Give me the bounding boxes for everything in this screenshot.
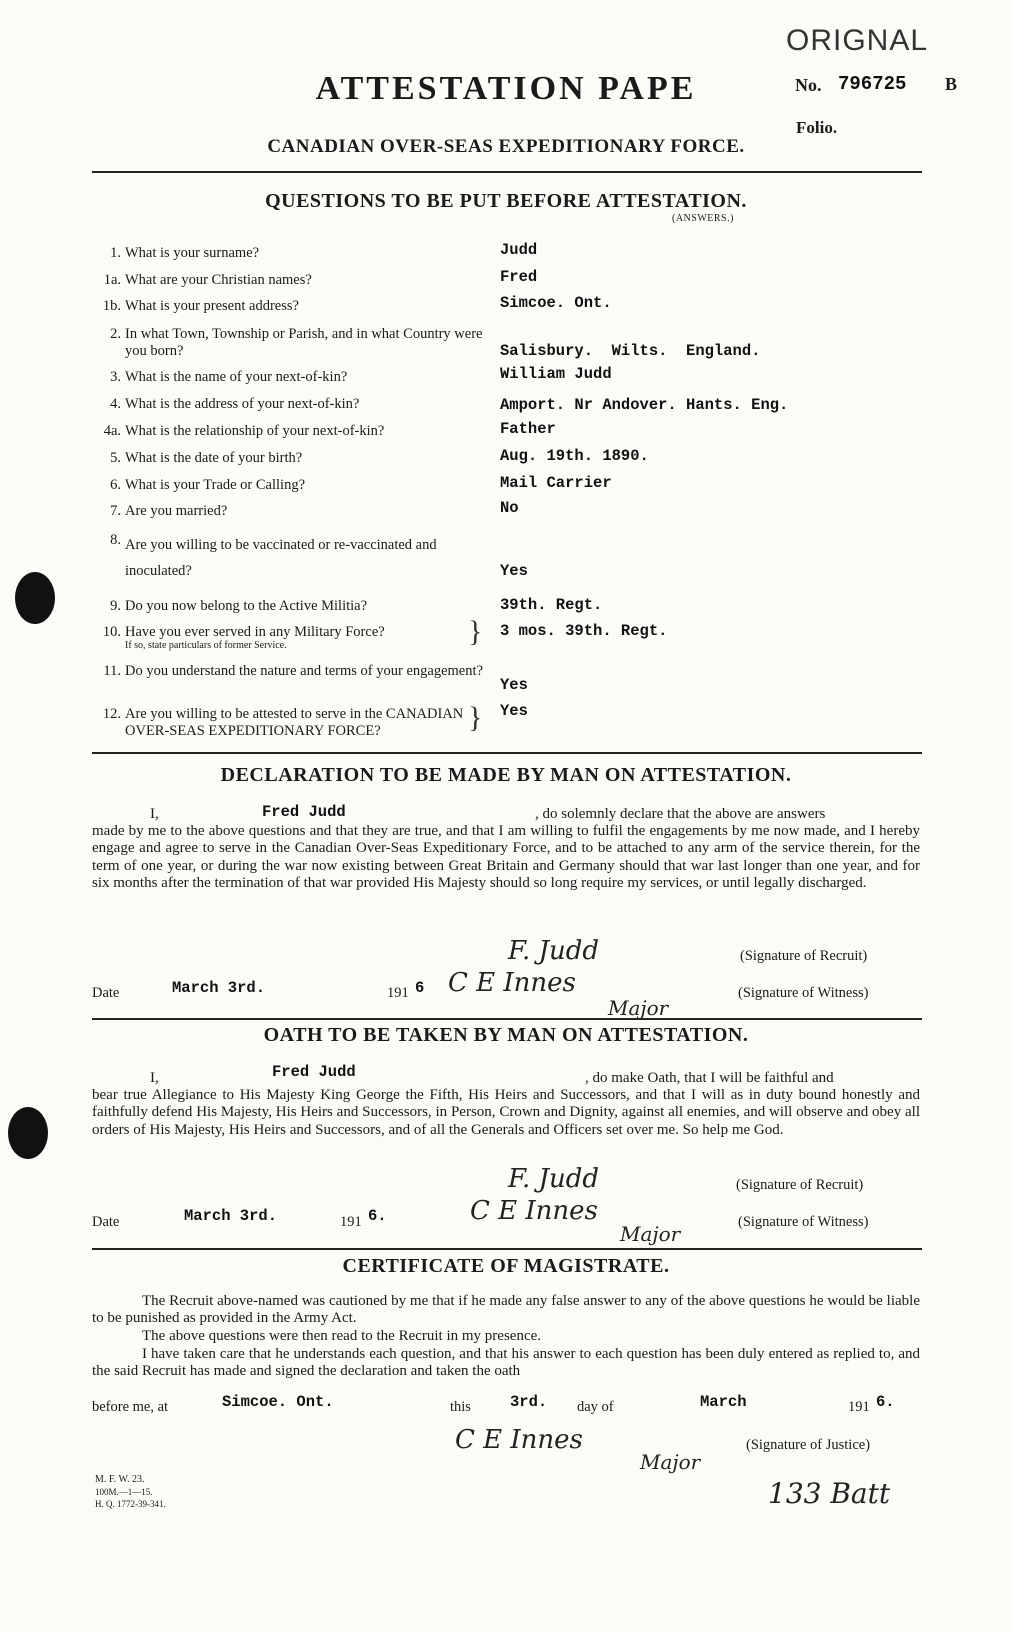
oath-witness-label: (Signature of Witness)	[738, 1214, 869, 1230]
magistrate-day: 3rd.	[510, 1393, 548, 1411]
battalion-note: 133 Batt	[768, 1477, 891, 1510]
declaration-name: Fred Judd	[262, 803, 346, 821]
declaration-witness-label: (Signature of Witness)	[738, 985, 869, 1001]
attestation-page: ORIGNAL ATTESTATION PAPE No. 796725 B Folio. CANADIAN OVER-SEAS EXPEDITIONARY FORCE. QUESTIONS TO BE PUT BEFORE ATTESTATION. (ANSWERS.) 1. What is your surname? Judd 1a. What are your Christian names? Fred 1b. What is your present address? Simcoe. Ont. 2. In what Town, Township or Parish, and in what Country were you born? Salisbury. Wilts. England. 3. What is the name of your next-of-kin? William Judd 4. What is the address of your next-of-kin? Amport. Nr Andover. Hants. Eng. 4a. What is the relationship of your next-of-kin? Father 5. What is the date of your birth? Aug. 19th. 1890. 6. What is your Trade or Calling? Mail Carrier 7. Are you married? No 8. Are you willing to be vaccinated or re-vaccinated and inoculated? Yes 9. Do you now belong to the Active Militia? 39th. Regt. 10. Have you ever served in any Military Force? If so, state particulars of former Service. } 3 mos. 39th. Regt. 11. Do you understand the nature and terms of your engagement? Yes 12. Are you willing to be attested to serve in the CANADIAN OVER-SEAS EXPEDITIONARY FORCE? } Yes DECLARATION TO BE MADE BY MAN ON ATTESTATION. I, Fred Judd , do solemnly declare that the above are answers made by me to the above questions and that they are true, and that I am willing to fulfil the engagements by me now made, and I hereby engage and agree to serve in the Canadian Over-Seas Expeditionary Force, and to be attached to any arm of the service therein, for the term of one year, or during the war now existing between Great Britain and Germany should that war last longer than one year, and for six months after the termination of that war provided His Majesty should so long require my services, or until legally discharged. F. Judd (Signature of Recruit) Date March 3rd. 191 6 C E Innes Major (Signature of Witness) OATH TO BE TAKEN BY MAN ON ATTESTATION. I, Fred Judd , do make Oath, that I will be faithful and bear true Allegiance to His Majesty King George the Fifth, His Heirs and Successors, and that I will as in duty bound honestly and faithfully defend His Majesty, His Heirs and Successors, in Person, Crown and Dignity, against all enemies, and will observe and obey all orders of His Majesty, His Heirs and Successors, and of all the Generals and Officers set over me. So help me God. F. Judd (Signature of Recruit) Date March 3rd. 191 6. C E Innes Major (Signature of Witness) CERTIFICATE OF MAGISTRATE. The Recruit above-named was cautioned by me that if he made any false answer to any of the above questions he would be liable to be punished as provided in the Army Act. The above questions were then read to the Recruit in my presence. I have taken care that he understands each question, and that his answer to each question has been duly entered as replied to, and the said Recruit has made and signed the declaration and taken the oath before me, at Simcoe. Ont. this 3rd. day of March 191 6. C E Innes Major (Signature of Justice) 133 Batt M. F. W. 23. 100M.—1—15. H. Q. 1772-39-341.	[0, 0, 1012, 1632]
magistrate-p2: The above questions were then read to the Recruit in my presence.	[142, 1328, 542, 1344]
magistrate-year-prefix: 191	[848, 1399, 870, 1415]
answers-label: (ANSWERS.)	[672, 213, 734, 224]
number-suffix: B	[945, 74, 958, 94]
answer-1b: Simcoe. Ont.	[500, 294, 612, 312]
oath-year-suffix: 6.	[368, 1207, 387, 1225]
declaration-first-line: , do solemnly declare that the above are answers	[535, 806, 826, 822]
oath-date-label: Date	[92, 1214, 120, 1230]
declaration-lead: I,	[150, 806, 159, 822]
magistrate-year-suffix: 6.	[876, 1393, 895, 1411]
magistrate-justice-signature: C E Innes	[455, 1425, 583, 1455]
declaration-date-label: Date	[92, 985, 120, 1001]
declaration-body: made by me to the above questions and that they are true, and that I am willing to fulfil the engagements by me now made, and I hereby engage and agree to serve in the Canadian Over-Seas Expeditionary Force, and to be attached to any arm of the service therein, for the term of one year, or during the war now existing between Great Britain and Germany should that war last longer than one year, and for six months after the termination of that war provided His Majesty should so long require my services, or until legally discharged.	[92, 823, 920, 892]
oath-recruit-label: (Signature of Recruit)	[736, 1177, 864, 1193]
magistrate-justice-label: (Signature of Justice)	[746, 1437, 871, 1453]
oath-year-prefix: 191	[340, 1214, 362, 1230]
declaration-recruit-signature: F. Judd	[508, 936, 599, 966]
answer-9: 39th. Regt.	[500, 596, 603, 614]
answer-7: No	[500, 499, 519, 517]
number-label: No.	[795, 75, 822, 95]
answer-10: 3 mos. 39th. Regt.	[500, 622, 668, 640]
oath-first-line: , do make Oath, that I will be faithful and	[585, 1070, 834, 1086]
magistrate-this-label: this	[450, 1399, 471, 1415]
form-code-line2: 100M.—1—15.	[95, 1487, 153, 1497]
magistrate-justice-rank: Major	[640, 1450, 701, 1474]
magistrate-day-of-label: day of	[577, 1399, 614, 1415]
oath-lead: I,	[150, 1070, 159, 1086]
answer-1: Judd	[500, 241, 538, 259]
header-rule	[92, 171, 922, 173]
oath-rule	[92, 1248, 922, 1250]
questions-title: QUESTIONS TO BE PUT BEFORE ATTESTATION.	[265, 190, 747, 212]
declaration-title: DECLARATION TO BE MADE BY MAN ON ATTESTATION.	[220, 764, 792, 786]
answer-2: Salisbury. Wilts. England.	[500, 342, 761, 360]
magistrate-p1: The Recruit above-named was cautioned by me that if he made any false answer to any of the above questions he would be liable to be punished as provided in the Army Act.	[92, 1293, 920, 1327]
answer-5: Aug. 19th. 1890.	[500, 447, 649, 465]
answer-11: Yes	[500, 676, 528, 694]
page-title: ATTESTATION PAPE	[315, 70, 697, 107]
declaration-date-value: March 3rd.	[172, 979, 266, 997]
magistrate-place: Simcoe. Ont.	[222, 1393, 334, 1411]
regimental-number: 796725	[838, 73, 907, 95]
question-10-brace: }	[468, 615, 483, 648]
answer-8: Yes	[500, 562, 528, 580]
declaration-witness-rank: Major	[608, 996, 669, 1020]
answer-1a: Fred	[500, 268, 538, 286]
question-12-brace: }	[468, 701, 483, 734]
declaration-year-suffix: 6	[415, 979, 425, 997]
declaration-year-prefix: 191	[387, 985, 409, 1001]
form-code-line3: H. Q. 1772-39-341.	[95, 1499, 166, 1509]
oath-recruit-signature: F. Judd	[508, 1164, 599, 1194]
declaration-recruit-label: (Signature of Recruit)	[740, 948, 868, 964]
magistrate-month: March	[700, 1393, 747, 1411]
magistrate-title: CERTIFICATE OF MAGISTRATE.	[342, 1255, 670, 1277]
answer-4: Amport. Nr Andover. Hants. Eng.	[500, 396, 789, 414]
answer-12: Yes	[500, 702, 528, 720]
declaration-witness-signature: C E Innes	[448, 968, 576, 998]
answer-3: William Judd	[500, 365, 612, 383]
page-subtitle: CANADIAN OVER-SEAS EXPEDITIONARY FORCE.	[267, 136, 745, 157]
original-stamp: ORIGNAL	[786, 24, 929, 57]
declaration-rule	[92, 1018, 922, 1020]
punch-hole-lower	[8, 1107, 48, 1159]
oath-title: OATH TO BE TAKEN BY MAN ON ATTESTATION.	[263, 1024, 749, 1046]
oath-name: Fred Judd	[272, 1063, 356, 1081]
question-10-note: If so, state particulars of former Service.	[125, 640, 287, 651]
oath-body: bear true Allegiance to His Majesty King George the Fifth, His Heirs and Successors, and that I will as in duty bound honestly and faithfully defend His Majesty, His Heirs and Successors, in Person, Crown and Dignity, against all enemies, and will observe and obey all orders of His Majesty, His Heirs and Successors, and of all the Generals and Officers set over me. So help me God.	[92, 1087, 920, 1138]
answer-4a: Father	[500, 420, 556, 438]
oath-witness-signature: C E Innes	[470, 1196, 598, 1226]
questions-rule	[92, 752, 922, 754]
folio-label: Folio.	[796, 118, 838, 137]
oath-witness-rank: Major	[620, 1222, 681, 1246]
answer-6: Mail Carrier	[500, 474, 612, 492]
magistrate-before-label: before me, at	[92, 1399, 169, 1415]
punch-hole-upper	[15, 572, 55, 624]
magistrate-p3: I have taken care that he understands each question, and that his answer to each question has been duly entered as replied to, and the said Recruit has made and signed the declaration and taken the oath	[92, 1346, 920, 1380]
form-code-line1: M. F. W. 23.	[95, 1474, 145, 1485]
oath-date-value: March 3rd.	[184, 1207, 278, 1225]
